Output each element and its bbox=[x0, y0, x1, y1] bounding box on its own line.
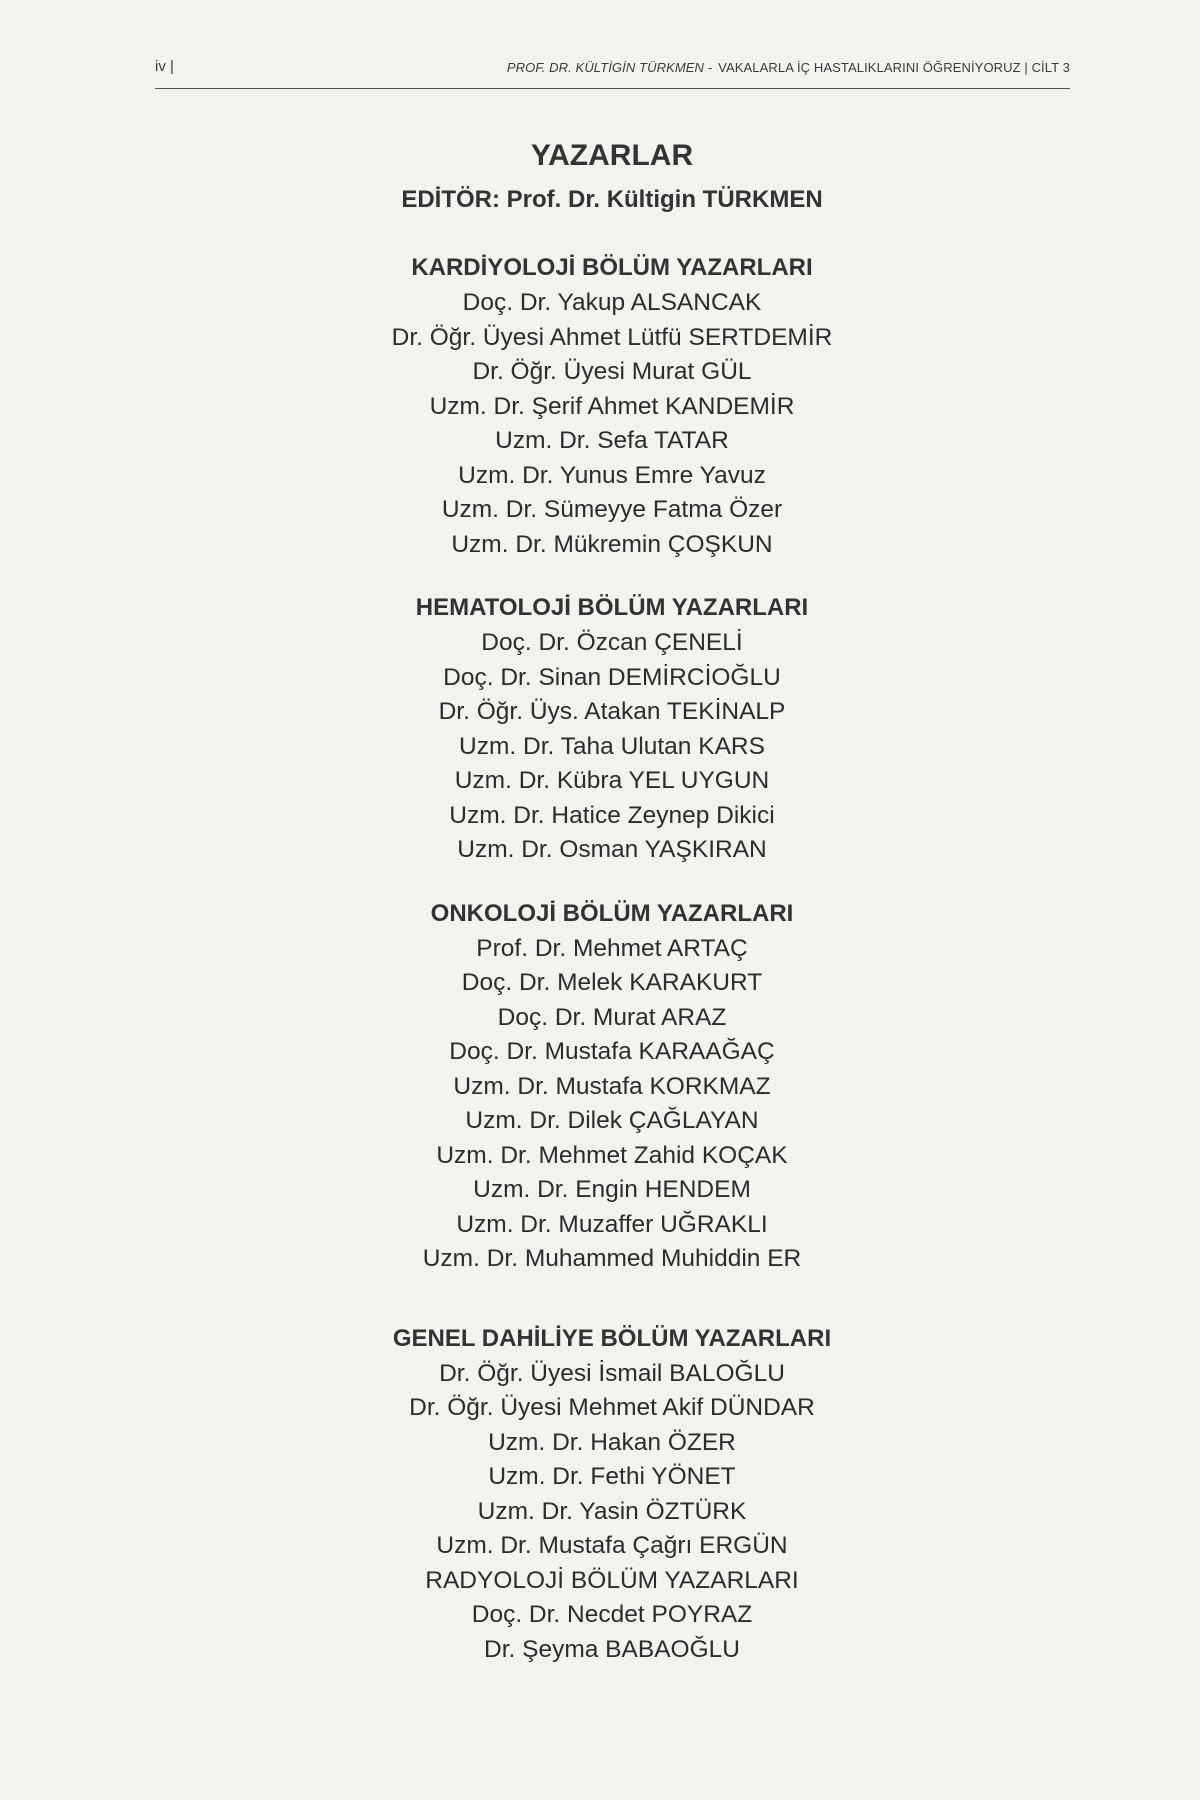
running-title bbox=[507, 60, 1070, 75]
page-title: YAZARLAR bbox=[530, 139, 694, 172]
author-name: Uzm. Dr. Taha Ulutan KARS bbox=[459, 732, 765, 760]
author-name: Uzm. Dr. Şerif Ahmet KANDEMİR bbox=[429, 392, 795, 420]
section-genel-dahiliye bbox=[0, 1321, 1200, 1668]
section-kardiyoloji bbox=[0, 250, 1200, 562]
section-heading: GENEL DAHİLİYE BÖLÜM YAZARLARI bbox=[392, 1324, 832, 1352]
author-name: Uzm. Dr. Kübra YEL UYGUN bbox=[454, 767, 770, 794]
running-author: PROF. DR. KÜLTİGİN TÜRKMEN - bbox=[506, 60, 713, 75]
author-name: Doç. Dr. Melek KARAKURT bbox=[461, 969, 763, 996]
author-name: Doç. Dr. Yakup ALSANCAK bbox=[462, 289, 762, 316]
author-name: Doç. Dr. Sinan DEMİRCİOĞLU bbox=[443, 663, 781, 691]
running-header bbox=[155, 54, 1070, 89]
author-name: Uzm. Dr. Hakan ÖZER bbox=[488, 1428, 736, 1456]
editor-line: EDİTÖR: Prof. Dr. Kültigin TÜRKMEN bbox=[401, 186, 823, 213]
author-name: Dr. Öğr. Üys. Atakan TEKİNALP bbox=[438, 698, 786, 725]
author-name: Prof. Dr. Mehmet ARTAÇ bbox=[476, 934, 748, 962]
section-hematoloji bbox=[0, 590, 1200, 868]
author-name: Uzm. Dr. Fethi YÖNET bbox=[488, 1463, 736, 1490]
author-name: Dr. Öğr. Üyesi Murat GÜL bbox=[472, 358, 752, 385]
section-heading: HEMATOLOJİ BÖLÜM YAZARLARI bbox=[415, 594, 809, 621]
author-name: RADYOLOJİ BÖLÜM YAZARLARI bbox=[425, 1566, 799, 1594]
author-name: Uzm. Dr. Yasin ÖZTÜRK bbox=[477, 1497, 747, 1525]
author-name: Uzm. Dr. Mehmet Zahid KOÇAK bbox=[436, 1141, 788, 1169]
author-name: Uzm. Dr. Yunus Emre Yavuz bbox=[458, 461, 766, 489]
author-name: Doç. Dr. Necdet POYRAZ bbox=[471, 1601, 753, 1628]
author-name: Uzm. Dr. Hatice Zeynep Dikici bbox=[449, 801, 775, 829]
section-onkoloji bbox=[0, 896, 1200, 1277]
author-name: Doç. Dr. Özcan ÇENELİ bbox=[481, 629, 743, 656]
author-name: Dr. Öğr. Üyesi İsmail BALOĞLU bbox=[439, 1359, 785, 1387]
authors-page bbox=[0, 134, 1200, 1667]
author-name: Uzm. Dr. Mustafa Çağrı ERGÜN bbox=[436, 1532, 788, 1559]
page-number: iv | bbox=[155, 58, 174, 75]
running-book-title: VAKALARLA İÇ HASTALIKLARINI ÖĞRENİYORUZ | CİLT 3 bbox=[718, 60, 1070, 75]
author-name: Doç. Dr. Mustafa KARAAĞAÇ bbox=[449, 1038, 775, 1065]
author-name: Uzm. Dr. Engin HENDEM bbox=[473, 1176, 751, 1203]
section-heading: ONKOLOJİ BÖLÜM YAZARLARI bbox=[430, 899, 794, 927]
author-name: Uzm. Dr. Muzaffer UĞRAKLI bbox=[456, 1210, 768, 1238]
author-name: Uzm. Dr. Dilek ÇAĞLAYAN bbox=[465, 1107, 759, 1134]
author-name: Uzm. Dr. Mustafa KORKMAZ bbox=[453, 1072, 771, 1100]
section-heading: KARDİYOLOJİ BÖLÜM YAZARLARI bbox=[411, 254, 813, 281]
author-name: Dr. Şeyma BABAOĞLU bbox=[484, 1635, 740, 1663]
author-name: Uzm. Dr. Sümeyye Fatma Özer bbox=[441, 496, 783, 523]
author-name: Uzm. Dr. Osman YAŞKIRAN bbox=[457, 836, 767, 863]
author-name: Uzm. Dr. Muhammed Muhiddin ER bbox=[422, 1245, 802, 1272]
author-name: Uzm. Dr. Mükremin ÇOŞKUN bbox=[451, 530, 773, 558]
author-name: Doç. Dr. Murat ARAZ bbox=[497, 1003, 727, 1031]
author-name: Dr. Öğr. Üyesi Mehmet Akif DÜNDAR bbox=[409, 1394, 815, 1421]
author-name: Dr. Öğr. Üyesi Ahmet Lütfü SERTDEMİR bbox=[391, 323, 833, 351]
author-name: Uzm. Dr. Sefa TATAR bbox=[495, 427, 729, 454]
